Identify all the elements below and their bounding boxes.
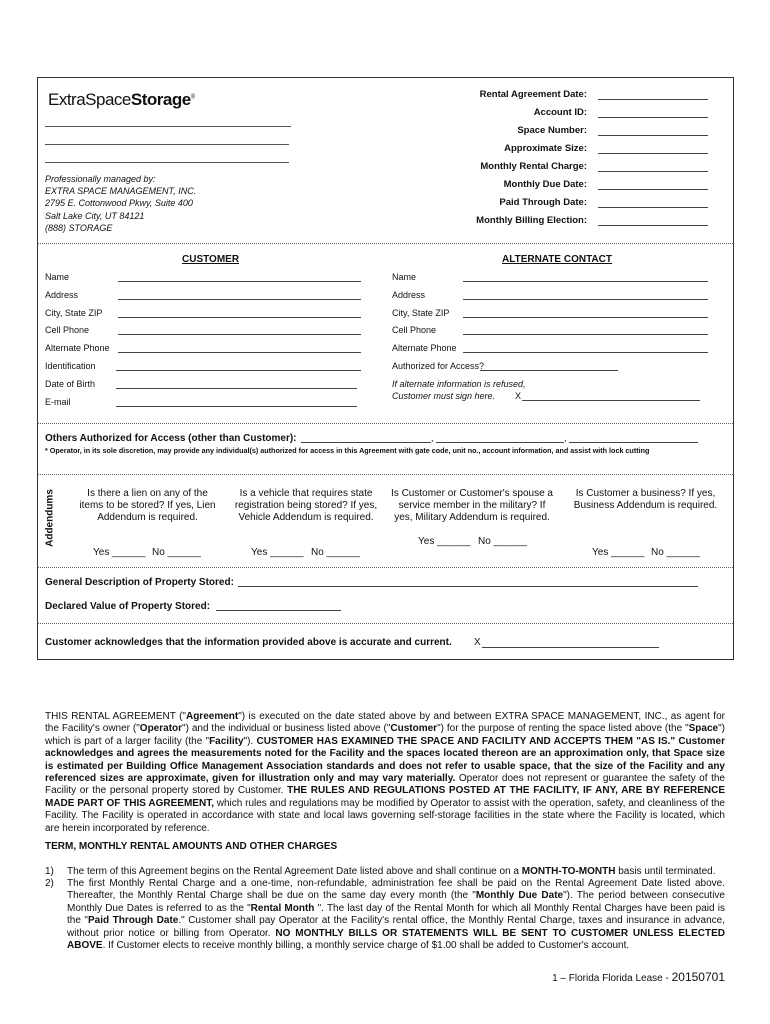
rental-agreement-date-label: Rental Agreement Date: <box>479 89 587 100</box>
space-number-field[interactable] <box>598 135 708 136</box>
account-id-label: Account ID: <box>533 107 587 118</box>
customer-alt-phone-label: Alternate Phone <box>45 343 110 353</box>
lien-no[interactable]: No ______ <box>152 547 201 558</box>
others-authorized-field-1[interactable] <box>301 442 431 443</box>
management-info <box>45 173 196 234</box>
lien-question: Is there a lien on any of the items to be stored? If yes, Lien Addendum is required. <box>79 488 216 523</box>
managed-by-label: Professionally managed by: <box>45 174 156 184</box>
customer-identification-label: Identification <box>45 361 96 371</box>
monthly-billing-election-label: Monthly Billing Election: <box>476 215 587 226</box>
term-item-2: 2) The first Monthly Rental Charge and a one-time, non-refundable, administration fee shall be paid on the Rental Agreement Date listed above. Thereafter, the Monthly Rental Charge shall be due on the same day every month (the "Monthly Due Date"). The period between consecutive Monthly Due Dates is referred to as the "Rental Month ". The last day of the Rental Month for which all Monthly Rental Charges have been paid is the "Paid Through Date." Customer shall pay Operator at the Facility's rental office, the Monthly Rental Charge, taxes and insurance in advance, without prior notice or billing from Operator. NO MONTHLY BILLS OR STATEMENTS WILL BE SENT TO CUSTOMER UNLESS ELECTED ABOVE. If Customer elects to receive monthly billing, a monthly service charge of $1.00 shall be added to Customer's account. <box>45 878 725 952</box>
alt-cell-field[interactable] <box>463 334 708 335</box>
military-question: Is Customer or Customer's spouse a service member in the military? If yes, Military Addendum is required. <box>391 488 553 523</box>
alt-city-field[interactable] <box>463 317 708 318</box>
property-description-label: General Description of Property Stored: <box>45 577 234 588</box>
alt-name-label: Name <box>392 272 417 282</box>
others-authorized-label: Others Authorized for Access (other than Customer): <box>45 433 297 444</box>
acknowledge-x: X <box>474 637 481 648</box>
customer-line-3[interactable] <box>45 162 289 163</box>
alt-authorized-field[interactable] <box>480 370 618 371</box>
monthly-rental-charge-label: Monthly Rental Charge: <box>480 161 587 172</box>
others-comma-2: , <box>564 433 567 443</box>
business-question: Is Customer a business? If yes, Business Addendum is required. <box>573 488 718 511</box>
military-yes[interactable]: Yes ______ <box>418 536 471 547</box>
term-item-1: 1) The term of this Agreement begins on the Rental Agreement Date listed above and shall continue on a MONTH-TO-MONTH basis until terminated. <box>45 866 716 877</box>
alt-alt-phone-field[interactable] <box>463 352 708 353</box>
others-authorized-field-3[interactable] <box>569 442 698 443</box>
manager-address: 2795 E. Cottonwood Pkwy, Suite 400 <box>45 198 193 209</box>
customer-city-field[interactable] <box>118 317 361 318</box>
customer-address-label: Address <box>45 290 79 300</box>
customer-email-field[interactable] <box>116 406 357 407</box>
customer-email-label: E-mail <box>45 397 71 407</box>
customer-dob-field[interactable] <box>116 388 357 389</box>
customer-dob-label: Date of Birth <box>45 379 96 389</box>
others-authorized-field-2[interactable] <box>436 442 564 443</box>
customer-cell-field[interactable] <box>118 334 361 335</box>
lien-yes[interactable]: Yes ______ <box>93 547 146 558</box>
space-number-label: Space Number: <box>517 125 587 136</box>
alt-alt-phone-label: Alternate Phone <box>392 343 457 353</box>
addendums-divider <box>38 567 733 568</box>
approximate-size-field[interactable] <box>598 153 708 154</box>
monthly-rental-charge-field[interactable] <box>598 171 708 172</box>
agreement-paragraph: THIS RENTAL AGREEMENT ("Agreement") is executed on the date stated above by and between EXTRA SPACE MANAGEMENT, INC., as agent for the Facility's owner ("Operator") and the individual or business listed above ("Customer") for the purpose of renting the space listed above (the "Space") which is part of a larger facility (the "Facility"). CUSTOMER HAS EXAMINED THE SPACE AND FACILITY AND ACCEPTS THEM "AS IS." Customer acknowledges and agrees the measurements noted for the Facility and the spaces located thereon are an approximation only, that Space size is estimated per Building Office Management Association standards and does not refer to usable space, that the size of the Facility and any referenced sizes are approximate, given for illustration only and may vary materially. Operator does not represent or guarantee the safety of the Facility or the personal property stored by Customer. THE RULES AND REGULATIONS POSTED AT THE FACILITY, IF ANY, ARE BY REFERENCE MADE PART OF THIS AGREEMENT, which rules and regulations may be modified by Operator to assist with the operation, safety, and cleanliness of the Facility. The Facility is operated in accordance with state and local laws governing self-storage facilities in the state where the Facility is located, which are herein incorporated by reference. <box>45 711 726 834</box>
acknowledge-signature-field[interactable] <box>482 647 659 648</box>
alt-sign-x: X <box>515 391 522 401</box>
vehicle-yes[interactable]: Yes ______ <box>251 547 304 558</box>
customer-heading: CUSTOMER <box>182 254 240 265</box>
alt-authorized-label: Authorized for Access? <box>392 361 485 371</box>
business-no[interactable]: No ______ <box>651 547 700 558</box>
page-footer: 1 – Florida Florida Lease - 20150701 <box>552 970 725 984</box>
alt-signature-field[interactable] <box>522 400 700 401</box>
vehicle-question: Is a vehicle that requires state registration being stored? If yes, Vehicle Addendum is required. <box>234 488 378 523</box>
customer-name-field[interactable] <box>118 281 361 282</box>
access-footnote: * Operator, in its sole discretion, may provide any individual(s) authorized for access in this Agreement with gate code, unit no., account information, and assist with lock cutting <box>45 446 650 455</box>
customer-alt-phone-field[interactable] <box>118 352 361 353</box>
header-divider <box>38 243 733 244</box>
alt-refused-note-1: If alternate information is refused, <box>392 379 526 389</box>
manager-phone: (888) STORAGE <box>45 222 113 233</box>
alt-name-field[interactable] <box>463 281 708 282</box>
addendums-vertical-label: Addendums <box>44 489 56 547</box>
manager-name: EXTRA SPACE MANAGEMENT, INC. <box>45 186 197 197</box>
military-no[interactable]: No ______ <box>478 536 527 547</box>
account-id-field[interactable] <box>598 117 708 118</box>
monthly-billing-election-field[interactable] <box>598 225 708 226</box>
alternate-contact-heading: ALTERNATE CONTACT <box>502 254 612 265</box>
contact-divider <box>38 423 733 424</box>
rental-form-box <box>37 77 734 660</box>
property-description-field[interactable] <box>238 586 698 587</box>
alt-city-label: City, State ZIP <box>392 308 450 318</box>
alt-refused-note-2: Customer must sign here. <box>392 391 496 401</box>
declared-value-label: Declared Value of Property Stored: <box>45 601 211 612</box>
term-heading: TERM, MONTHLY RENTAL AMOUNTS AND OTHER CHARGES <box>45 841 338 852</box>
alt-address-label: Address <box>392 290 426 300</box>
monthly-due-date-field[interactable] <box>598 189 708 190</box>
paid-through-date-label: Paid Through Date: <box>499 197 587 208</box>
extra-space-storage-logo: ExtraSpaceStorage® <box>48 90 195 109</box>
monthly-due-date-label: Monthly Due Date: <box>503 179 587 190</box>
others-divider <box>38 474 733 475</box>
customer-city-label: City, State ZIP <box>45 308 103 318</box>
customer-identification-field[interactable] <box>116 370 361 371</box>
customer-cell-label: Cell Phone <box>45 325 90 335</box>
acknowledge-text: Customer acknowledges that the information provided above is accurate and current. <box>45 637 452 648</box>
property-divider <box>38 623 733 624</box>
paid-through-date-field[interactable] <box>598 207 708 208</box>
alt-address-field[interactable] <box>463 299 708 300</box>
others-comma-1: , <box>431 433 434 443</box>
alt-cell-label: Cell Phone <box>392 325 437 335</box>
business-yes[interactable]: Yes ______ <box>592 547 645 558</box>
customer-name-label: Name <box>45 272 70 282</box>
approximate-size-label: Approximate Size: <box>504 143 587 154</box>
manager-city: Salt Lake City, UT 84121 <box>45 210 145 221</box>
customer-line-2[interactable] <box>45 144 289 145</box>
declared-value-field[interactable] <box>216 610 341 611</box>
rental-agreement-date-field[interactable] <box>598 99 708 100</box>
customer-line-1[interactable] <box>45 126 291 127</box>
customer-address-field[interactable] <box>118 299 361 300</box>
vehicle-no[interactable]: No ______ <box>311 547 360 558</box>
